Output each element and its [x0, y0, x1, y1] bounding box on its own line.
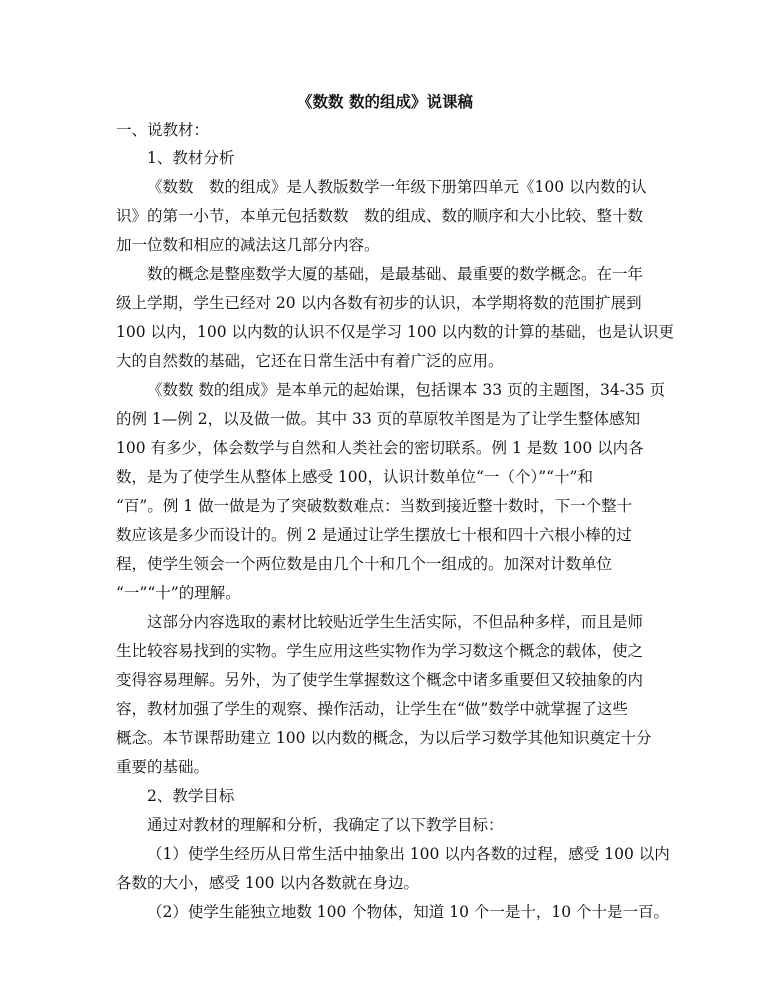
paragraph-line: 大的自然数的基础，它还在日常生活中有着广泛的应用。 — [116, 352, 504, 370]
paragraph-line: 这部分内容选取的素材比较贴近学生生活实际，不但品种多样，而且是师 — [147, 613, 644, 631]
paragraph-line: 100 以内，100 以内数的认识不仅是学习 100 以内数的计算的基础，也是认识更 — [116, 323, 674, 341]
goal-line: （2）使学生能独立地数 100 个物体，知道 10 个一是十，10 个十是一百。 — [147, 903, 670, 921]
paragraph-line: 通过对教材的理解和分析，我确定了以下教学目标： — [147, 816, 504, 834]
subsection-heading-teaching-goals: 2、教学目标 — [147, 787, 235, 805]
section-heading-teaching-material: 一、说教材： — [116, 121, 210, 139]
document-title: 《数数 数的组成》说课稿 — [297, 92, 473, 111]
paragraph-line: 容，教材加强了学生的观察、操作活动，让学生在“做”数学中就掌握了这些 — [116, 700, 628, 718]
paragraph-line: 数的概念是整座数学大厦的基础，是最基础、最重要的数学概念。在一年 — [147, 265, 644, 283]
paragraph-line: 100 有多少，体会数学与自然和人类社会的密切联系。例 1 是数 100 以内各 — [116, 439, 644, 457]
paragraph-line: 数，是为了使学生从整体上感受 100，认识计数单位“一（个）”“十”和 — [116, 468, 593, 486]
paragraph-line: 的例 1—例 2，以及做一做。其中 33 页的草原牧羊图是为了让学生整体感知 — [116, 410, 641, 428]
paragraph-line: 《数数 数的组成》是本单元的起始课，包括课本 33 页的主题图，34-35 页 — [147, 381, 666, 399]
paragraph-line: 级上学期，学生已经对 20 以内各数有初步的认识，本学期将数的范围扩展到 — [116, 294, 642, 312]
paragraph-line: 程，使学生领会一个两位数是由几个十和几个一组成的。加深对计数单位 — [116, 555, 613, 573]
paragraph-line: 变得容易理解。另外，为了使学生掌握数这个概念中诸多重要但又较抽象的内 — [116, 671, 644, 689]
paragraph-line: “百”。例 1 做一做是为了突破数数难点：当数到接近整十数时，下一个整十 — [116, 497, 633, 515]
paragraph-line: 加一位数和相应的减法这几部分内容。 — [116, 236, 380, 254]
paragraph-line: 生比较容易找到的实物。学生应用这些实物作为学习数这个概念的载体，使之 — [116, 642, 644, 660]
paragraph-line: 识》的第一小节，本单元包括数数 数的组成、数的顺序和大小比较、整十数 — [116, 207, 644, 225]
paragraph-line: “一”“十”的理解。 — [116, 584, 241, 602]
paragraph-line: 概念。本节课帮助建立 100 以内数的概念，为以后学习数学其他知识奠定十分 — [116, 729, 652, 747]
goal-line: （1）使学生经历从日常生活中抽象出 100 以内各数的过程，感受 100 以内 — [147, 845, 670, 863]
paragraph-line: 《数数 数的组成》是人教版数学一年级下册第四单元《100 以内数的认 — [147, 178, 647, 196]
subsection-heading-material-analysis: 1、教材分析 — [147, 149, 235, 167]
paragraph-line: 数应该是多少而设计的。例 2 是通过让学生摆放七十根和四十六根小棒的过 — [116, 526, 632, 544]
paragraph-line: 重要的基础。 — [116, 758, 210, 776]
goal-line: 各数的大小，感受 100 以内各数就在身边。 — [116, 874, 419, 892]
